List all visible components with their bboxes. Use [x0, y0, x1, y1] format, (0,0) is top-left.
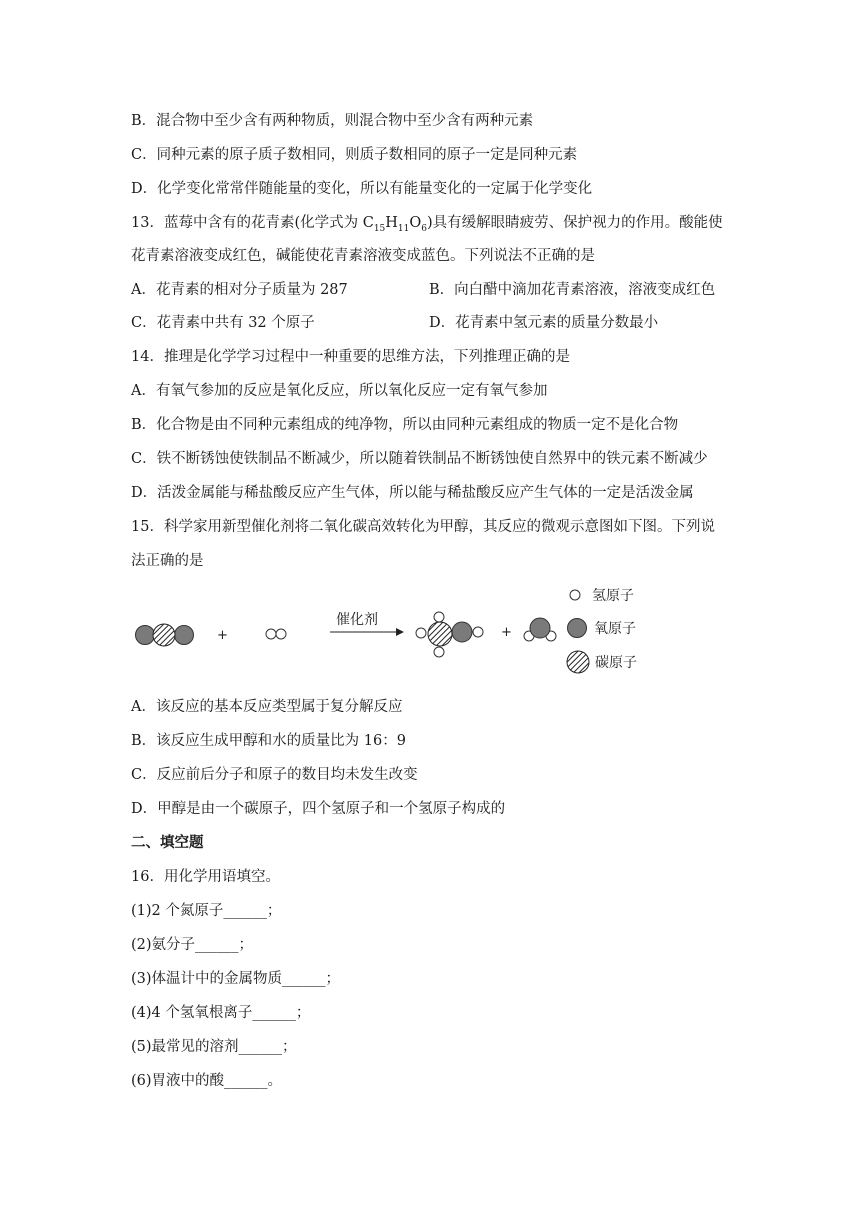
legend-oxygen-label: 氧原子 — [594, 621, 636, 637]
section-heading: 二、填空题 — [131, 834, 204, 851]
water-molecule — [524, 618, 556, 641]
legend-hydrogen-icon — [570, 590, 580, 600]
methanol-molecule — [416, 612, 483, 657]
oxygen-atom — [136, 626, 155, 645]
hydrogen-atom — [434, 647, 444, 657]
carbon-atom — [428, 622, 452, 646]
q13-option-b: B．向白醋中滴加花青素溶液，溶液变成红色 — [429, 282, 716, 298]
co2-molecule — [136, 624, 194, 646]
q14-option-a: A．有氧气参加的反应是氧化反应，所以氧化反应一定有氧气参加 — [131, 383, 548, 399]
q15-stem-line2: 法正确的是 — [131, 553, 204, 569]
q14-stem: 14．推理是化学学习过程中一种重要的思维方法，下列推理正确的是 — [131, 349, 570, 365]
q13-option-c: C．花青素中共有 32 个原子 — [131, 315, 315, 331]
h2-molecule — [266, 629, 286, 639]
q16-item-6: (6)胃液中的酸______。 — [131, 1073, 283, 1089]
q13-option-d: D．花青素中氢元素的质量分数最小 — [429, 315, 659, 331]
q13-text-h: H — [385, 215, 398, 231]
q12-option-d: D．化学变化常常伴随能量的变化，所以有能量变化的一定属于化学变化 — [131, 181, 593, 197]
legend-carbon-icon — [567, 651, 589, 673]
legend-hydrogen-label: 氢原子 — [592, 588, 634, 604]
legend — [567, 588, 637, 673]
arrow-head — [396, 628, 404, 636]
oxygen-atom — [175, 626, 194, 645]
q13-sub-c: 15 — [373, 223, 386, 234]
q15-option-c: C．反应前后分子和原子的数目均未发生改变 — [131, 767, 418, 783]
q16-item-1: (1)2 个氮原子______； — [131, 903, 282, 919]
oxygen-atom — [452, 622, 472, 642]
q15-option-b: B．该反应生成甲醇和水的质量比为 16：9 — [131, 733, 406, 749]
hydrogen-atom — [276, 629, 286, 639]
q13-text-b: )具有缓解眼睛疲劳、保护视力的作用。酸能使 — [427, 215, 723, 231]
q13-option-a: A．花青素的相对分子质量为 287 — [131, 282, 348, 298]
q13-stem-line2: 花青素溶液变成红色，碱能使花青素溶液变成蓝色。下列说法不正确的是 — [131, 248, 595, 264]
q16-item-5: (5)最常见的溶剂______； — [131, 1039, 297, 1055]
q13-sub-h: 11 — [397, 223, 410, 234]
q12-option-b: B．混合物中至少含有两种物质，则混合物中至少含有两种元素 — [131, 113, 534, 129]
carbon-atom — [153, 624, 175, 646]
oxygen-atom — [530, 618, 550, 638]
q16-item-3: (3)体温计中的金属物质______； — [131, 971, 341, 987]
q13-sub-o: 6 — [421, 223, 427, 234]
q15-option-d: D．甲醇是由一个碳原子，四个氢原子和一个氢原子构成的 — [131, 801, 506, 817]
q13-text-o: O — [409, 215, 422, 231]
q15-stem-line1: 15．科学家用新型催化剂将二氧化碳高效转化为甲醇，其反应的微观示意图如下图。下列说 — [131, 519, 715, 535]
q13-stem-line1 — [131, 213, 723, 233]
hydrogen-atom — [266, 629, 276, 639]
reaction-diagram — [128, 580, 658, 680]
catalyst-label: 催化剂 — [336, 612, 378, 628]
plus-sign: + — [217, 628, 228, 643]
q15-option-a: A．该反应的基本反应类型属于复分解反应 — [131, 699, 403, 715]
q16-stem: 16．用化学用语填空。 — [131, 869, 280, 885]
q16-item-2: (2)氨分子______； — [131, 937, 254, 953]
q12-option-c: C．同种元素的原子质子数相同，则质子数相同的原子一定是同种元素 — [131, 147, 578, 163]
q14-option-c: C．铁不断锈蚀使铁制品不断减少，所以随着铁制品不断锈蚀使自然界中的铁元素不断减少 — [131, 451, 708, 467]
plus-sign: + — [501, 625, 512, 640]
legend-oxygen-icon — [568, 619, 587, 638]
q13-text-a: 13．蓝莓中含有的花青素(化学式为 C — [131, 215, 374, 231]
hydrogen-atom — [473, 627, 483, 637]
legend-carbon-label: 碳原子 — [595, 655, 637, 671]
hydrogen-atom — [416, 628, 426, 638]
q14-option-b: B．化合物是由不同种元素组成的纯净物，所以由同种元素组成的物质一定不是化合物 — [131, 417, 679, 433]
q16-item-4: (4)4 个氢氧根离子______； — [131, 1005, 311, 1021]
hydrogen-atom — [434, 612, 444, 622]
q14-option-d: D．活泼金属能与稀盐酸反应产生气体，所以能与稀盐酸反应产生气体的一定是活泼金属 — [131, 485, 694, 501]
